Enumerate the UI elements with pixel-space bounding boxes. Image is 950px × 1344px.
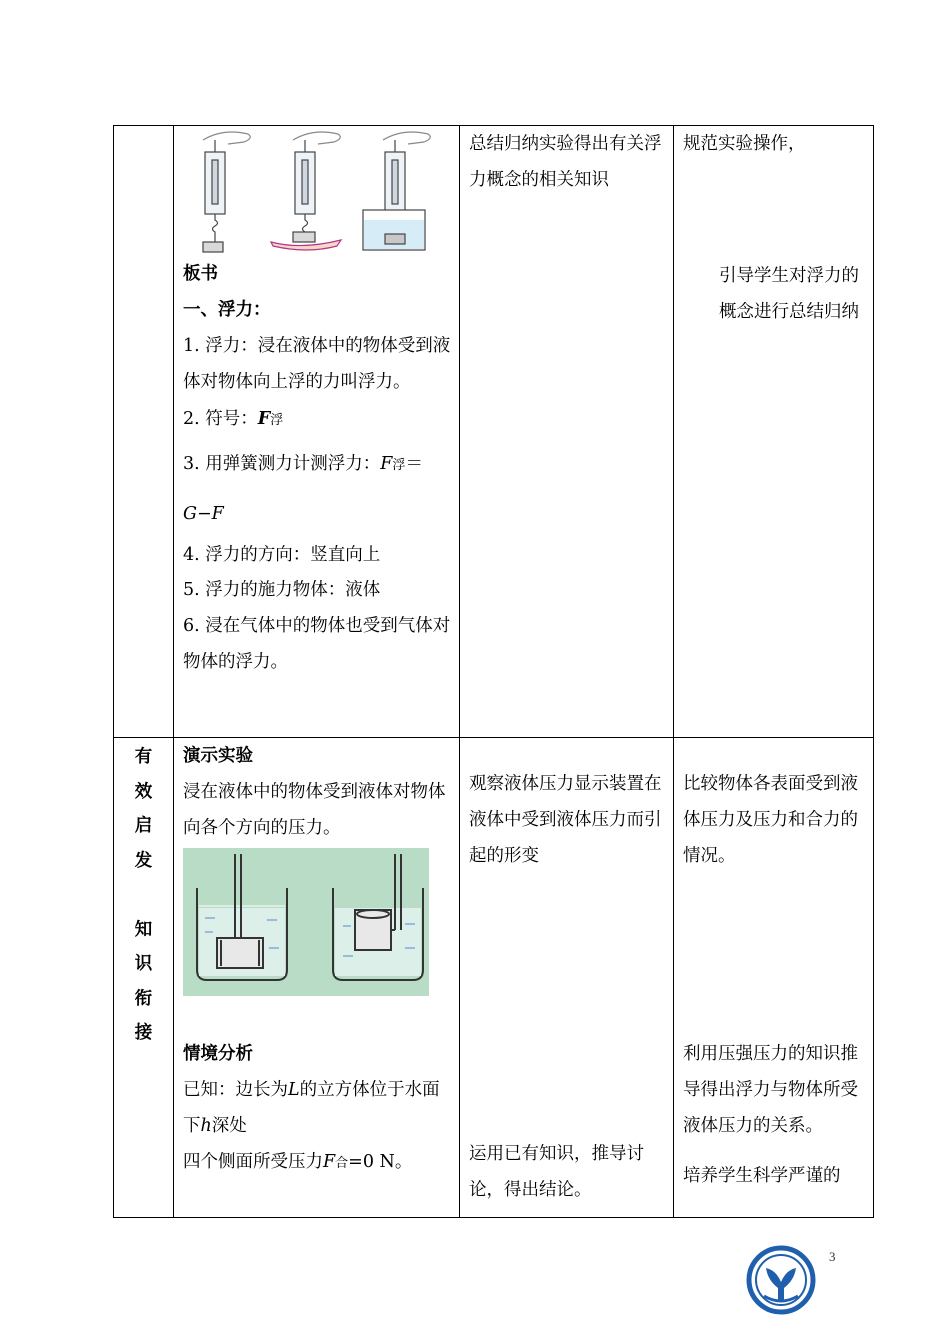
table-row xyxy=(114,126,874,738)
analysis-title: 情境分析 xyxy=(183,1044,253,1064)
stage-char: 效 xyxy=(134,781,153,802)
variable-f: F xyxy=(323,1152,336,1172)
analysis-text-part: 深处 xyxy=(211,1116,247,1136)
stage-label xyxy=(114,738,173,1051)
stage-char: 接 xyxy=(134,1023,153,1043)
lesson-plan-table xyxy=(113,125,874,1218)
table-row xyxy=(114,738,874,1218)
list-item: 1. 浮力：浸在液体中的物体受到液体对物体向上浮的力叫浮力。 xyxy=(183,336,451,392)
summary-text: 总结归纳实验得出有关浮力概念的相关知识 xyxy=(469,134,662,190)
list-item xyxy=(183,440,451,538)
list-item: 5. 浮力的施力物体：液体 xyxy=(183,580,381,600)
stage-cell xyxy=(114,738,174,1218)
demo-title: 演示实验 xyxy=(183,746,253,766)
observe-text: 观察液体压力显示装置在液体中受到液体压力而引起的形变 xyxy=(469,774,662,866)
teacher-activity-cell xyxy=(174,738,460,1218)
list-item: 6. 浸在气体中的物体也受到气体对物体的浮力。 xyxy=(183,616,451,672)
formula-equals: ＝ xyxy=(405,454,423,474)
design-intent-cell xyxy=(674,126,874,738)
list-item: 4. 浮力的方向：竖直向上 xyxy=(183,545,381,565)
stage-char: 衔 xyxy=(134,988,153,1009)
stage-cell-empty xyxy=(114,126,174,738)
analysis-text-part: 已知：边长为 xyxy=(183,1080,288,1100)
intent-text: 规范实验操作， xyxy=(683,134,806,154)
symbol-f: F xyxy=(257,409,271,429)
stage-char: 启 xyxy=(134,816,153,836)
intent-text: 引导学生对浮力的概念进行总结归纳 xyxy=(719,266,859,322)
intent-text: 利用压强压力的知识推导得出浮力与物体所受液体压力的关系。 xyxy=(683,1044,858,1136)
intent-text: 培养学生科学严谨的 xyxy=(683,1166,841,1186)
analysis-text-part: 的立方体位于水面下 xyxy=(183,1080,440,1136)
school-logo-icon xyxy=(746,1244,816,1316)
section-heading: 一、浮力： xyxy=(183,300,271,320)
formula-subscript: 浮 xyxy=(392,458,406,473)
stage-char: 识 xyxy=(134,954,153,974)
variable-subscript: 合 xyxy=(335,1156,349,1171)
student-activity-cell xyxy=(460,738,674,1218)
board-title: 板书 xyxy=(183,264,218,284)
teacher-activity-cell xyxy=(174,126,460,738)
demo-text: 浸在液体中的物体受到液体对物体向各个方向的压力。 xyxy=(183,782,446,838)
stage-char: 有 xyxy=(134,747,153,767)
analysis-text-part: =0 N。 xyxy=(348,1152,413,1172)
symbol-subscript: 浮 xyxy=(270,413,284,428)
page-number: 3 xyxy=(829,1249,836,1264)
formula-f: F xyxy=(380,454,393,474)
variable-h: h xyxy=(200,1116,212,1136)
student-activity-cell xyxy=(460,126,674,738)
variable-l: L xyxy=(288,1080,300,1100)
formula-rhs: G−F xyxy=(183,504,224,524)
stage-char: 发 xyxy=(134,850,153,871)
design-intent-cell xyxy=(674,738,874,1218)
stage-char: 知 xyxy=(134,919,153,940)
list-item xyxy=(183,400,451,440)
analysis-text-part: 四个侧面所受压力 xyxy=(183,1152,323,1172)
spring-scale-figure xyxy=(183,126,451,256)
list-item-label: 2. 符号： xyxy=(183,409,258,429)
derive-text: 运用已有知识，推导讨论，得出结论。 xyxy=(469,1144,644,1200)
analysis-text xyxy=(183,1144,451,1182)
analysis-text xyxy=(183,1072,451,1144)
liquid-pressure-figure xyxy=(183,848,429,996)
list-item-label: 3. 用弹簧测力计测浮力： xyxy=(183,454,381,474)
intent-text: 比较物体各表面受到液体压力及压力和合力的情况。 xyxy=(683,774,858,866)
